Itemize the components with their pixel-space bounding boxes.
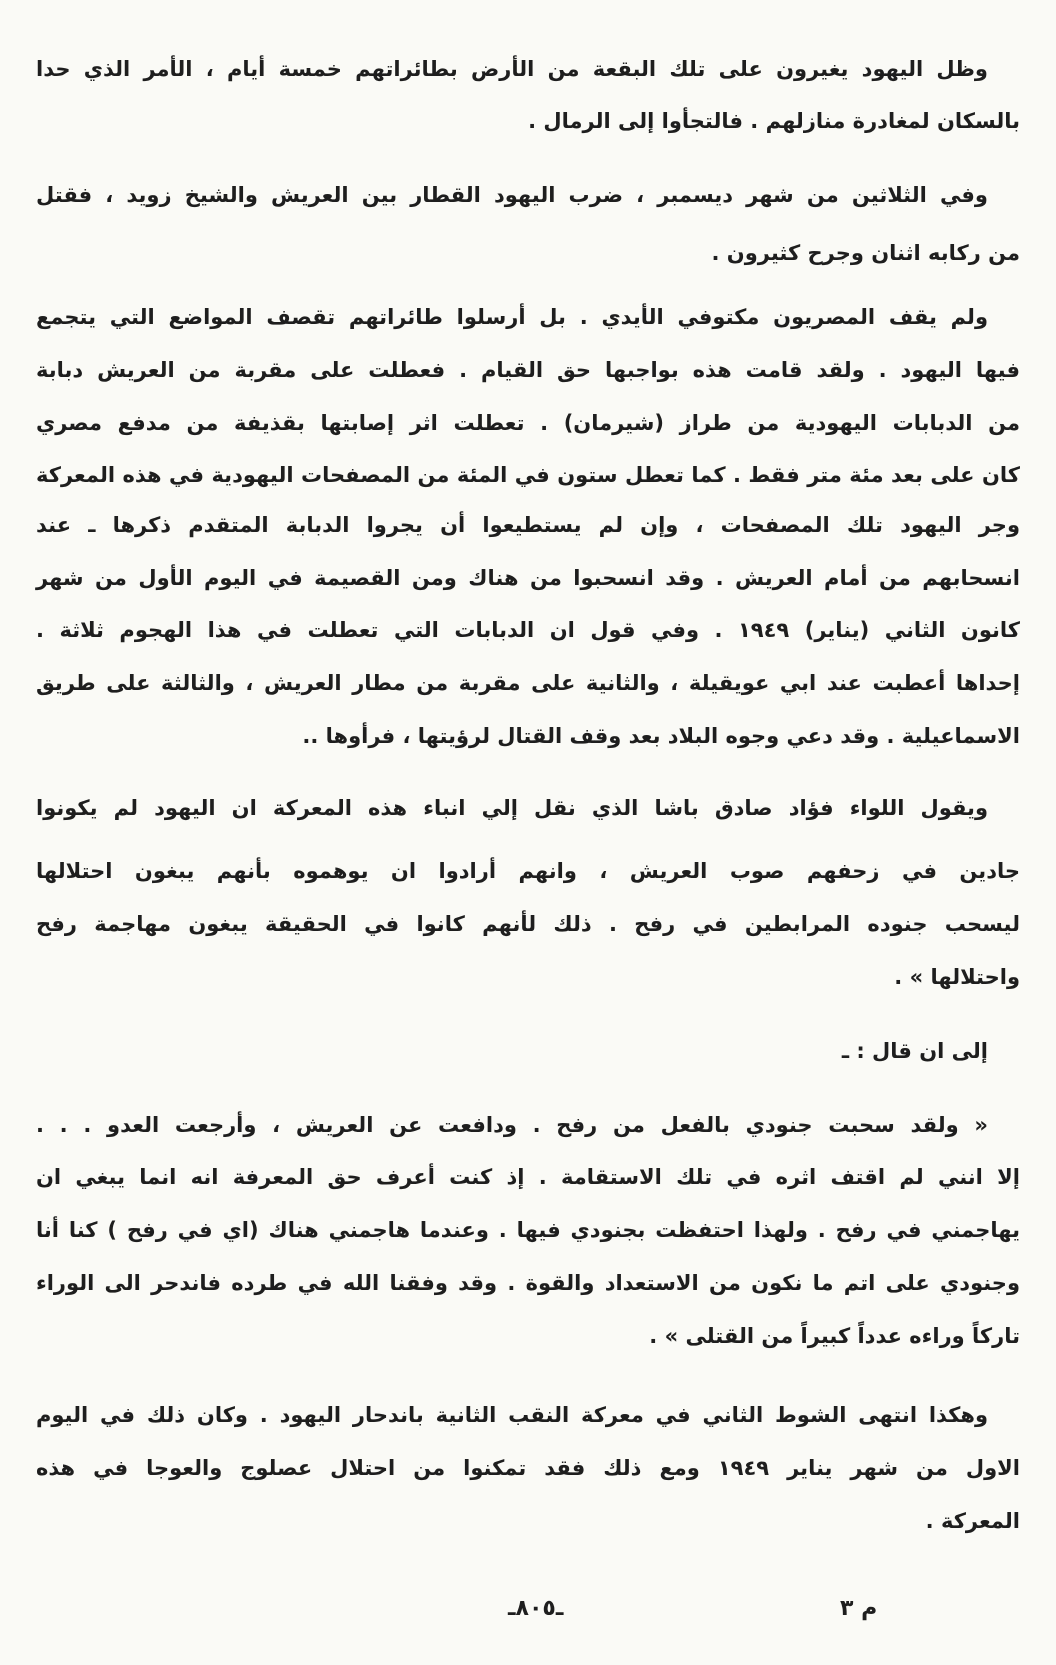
text-line: واحتلالها » . <box>894 965 1020 989</box>
quote-line: « ولقد سحبت جنودي بالفعل من رفح . ودافعت عن العريش ، وأرجعت العدو . . . <box>36 1113 988 1137</box>
text-line: كانون الثاني (يناير) ١٩٤٩ . وفي قول ان الدبابات التي تعطلت في هذا الهجوم ثلاثة . <box>36 618 1020 642</box>
text-line: من ركابه اثنان وجرح كثيرون . <box>711 241 1020 265</box>
text-line: إلى ان قال : ـ <box>841 1039 988 1063</box>
text-line: الاسماعيلية . وقد دعي وجوه البلاد بعد وقف القتال لرؤيتها ، فرأوها .. <box>302 724 1020 748</box>
quote-line: يهاجمني في رفح . ولهذا احتفظت بجنودي فيها . وعندما هاجمني هناك (اي في رفح ) كنا أنا <box>36 1218 1020 1242</box>
text-line: جادين في زحفهم صوب العريش ، وانهم أرادوا ان يوهموه بأنهم يبغون احتلالها <box>36 859 1020 883</box>
text-line: المعركة . <box>925 1509 1020 1533</box>
signature-mark: م ٣ <box>840 1596 878 1621</box>
text-line: وجر اليهود تلك المصفحات ، وإن لم يستطيعوا أن يجروا الدبابة المتقدم ذكرها ـ عند <box>36 513 1020 537</box>
page-number: ـ٨٠٥ـ <box>508 1596 564 1621</box>
text-line: بالسكان لمغادرة منازلهم . فالتجأوا إلى الرمال . <box>528 109 1020 133</box>
text-line: فيها اليهود . ولقد قامت هذه بواجبها حق القيام . فعطلت على مقربة من العريش دبابة <box>36 358 1020 382</box>
text-line: الاول من شهر يناير ١٩٤٩ ومع ذلك فقد تمكنوا من احتلال عصلوج والعوجا في هذه <box>36 1456 1020 1480</box>
quote-line: وجنودي على اتم ما نكون من الاستعداد والقوة . وقد وفقنا الله في طرده فاندحر الى الوراء <box>36 1271 1020 1295</box>
quote-line: تاركاً وراءه عدداً كبيراً من القتلى » . <box>649 1324 1020 1348</box>
text-line: وظل اليهود يغيرون على تلك البقعة من الأرض بطائراتهم خمسة أيام ، الأمر الذي حدا <box>36 57 988 81</box>
text-line: ويقول اللواء فؤاد صادق باشا الذي نقل إلي انباء هذه المعركة ان اليهود لم يكونوا <box>36 796 988 820</box>
text-line: ليسحب جنوده المرابطين في رفح . ذلك لأنهم كانوا في الحقيقة يبغون مهاجمة رفح <box>36 912 1020 936</box>
text-line: وهكذا انتهى الشوط الثاني في معركة النقب الثانية باندحار اليهود . وكان ذلك في اليوم <box>36 1403 988 1427</box>
quote-line: إلا انني لم اقتف اثره في تلك الاستقامة . إذ كنت أعرف حق المعرفة انه انما يبغي ان <box>36 1165 1020 1189</box>
text-line: ولم يقف المصريون مكتوفي الأيدي . بل أرسلوا طائراتهم تقصف المواضع التي يتجمع <box>36 305 988 329</box>
text-line: وفي الثلاثين من شهر ديسمبر ، ضرب اليهود القطار بين العريش والشيخ زويد ، فقتل <box>36 183 988 207</box>
text-line: انسحابهم من أمام العريش . وقد انسحبوا من هناك ومن القصيمة في اليوم الأول من شهر <box>36 566 1020 590</box>
text-line: إحداها أعطبت عند ابي عويقيلة ، والثانية على مقربة من مطار العريش ، والثالثة على طريق <box>36 671 1020 695</box>
text-line: من الدبابات اليهودية من طراز (شيرمان) . تعطلت اثر إصابتها بقذيفة من مدفع مصري <box>36 411 1020 435</box>
text-line: كان على بعد مئة متر فقط . كما تعطل ستون في المئة من المصفحات اليهودية في هذه المعركة <box>36 463 1020 487</box>
